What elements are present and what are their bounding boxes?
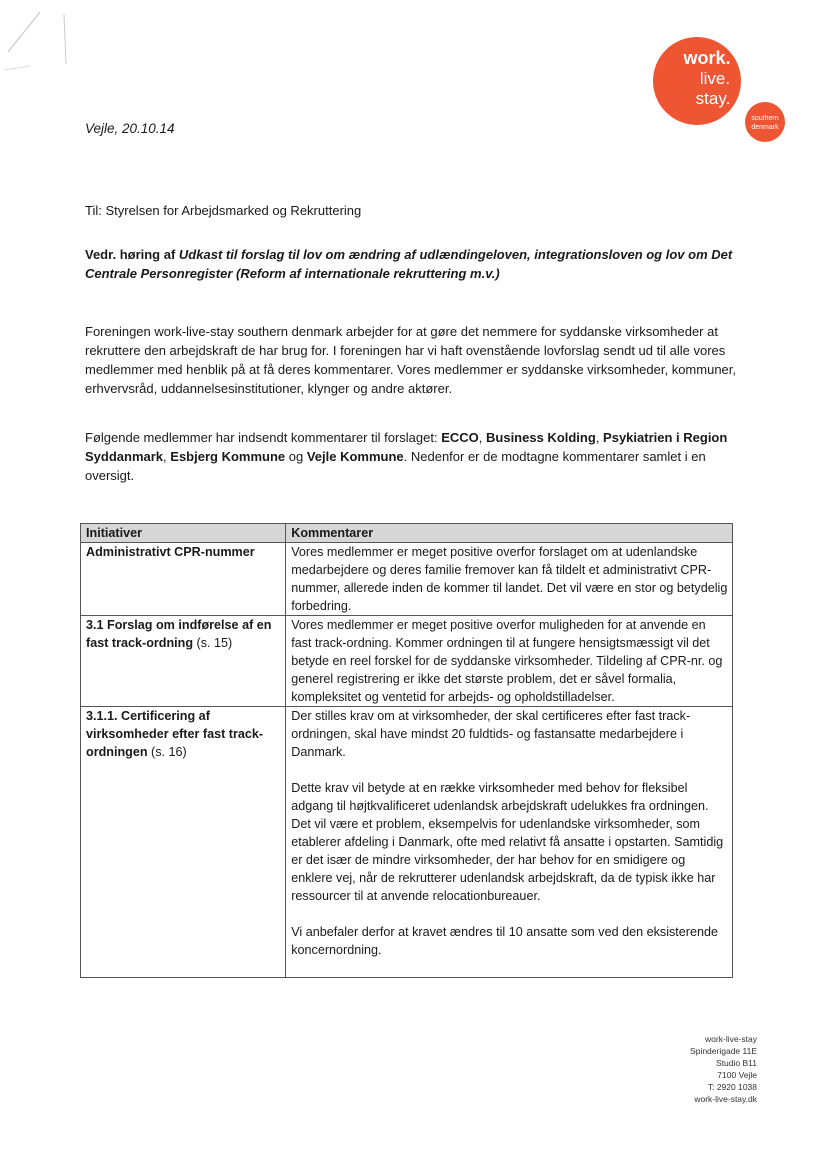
members-paragraph <box>85 428 745 485</box>
initiative-cell <box>81 707 286 978</box>
svg-text:live.: live. <box>699 69 731 88</box>
table-header-row <box>81 524 733 543</box>
footer-studio: Studio B11 <box>716 1058 757 1068</box>
work-live-stay-logo <box>645 36 787 146</box>
comment-paragraph: Der stilles krav om at virksomheder, der skal certificeres efter fast track-ordningen, skal have mindst 20 fuldtids- og fastansatte medarbejdere i Danmark. <box>291 709 691 759</box>
comment-cell: Vores medlemmer er meget positive overfor muligheden for at anvende en fast track-ordning. Kommer ordningen til at fungere hensigtsmæssigt vil det betyde en reel forskel for de syddanske virksomheder. Tildeling af CPR-nr. og generel registrering er ikke det største problem, det er såvel formalia, kompleksitet og ventetid for arbejds- og opholdstilladelser. <box>286 616 733 707</box>
subject-title: Udkast til forslag til lov om ændring af udlændingeloven, integrationsloven og lov om Det Centrale Personregister (Reform af internationale rekruttering m.v.) <box>85 247 733 281</box>
paragraph-gap <box>291 761 728 779</box>
header-comments: Kommentarer <box>286 524 733 543</box>
subject-prefix: Vedr. høring af <box>85 247 179 262</box>
intro-paragraph: Foreningen work-live-stay southern denmark arbejder for at gøre det nemmere for syddanske virksomheder at rekruttere den arbejdskraft de har brug for. I foreningen har vi haft ovenstående lovforslag sendt ud til alle vores medlemmer med henblik på at få deres kommentarer. Vores medlemmer er syddanske virksomheder, kommuner, erhvervsråd, uddannelsesinstitutioner, klynger og andre aktører. <box>85 324 736 396</box>
footer-city: 7100 Vejle <box>717 1070 757 1080</box>
table-row <box>81 707 733 978</box>
comment-cell: Vores medlemmer er meget positive overfor forslaget om at udenlandske medarbejdere og deres familie fremover kan få tildelt et administrativt CPR-nummer, allerede inden de kommer til landet. Det vil være en stor og betydelig forbedring. <box>286 543 733 616</box>
recipient-line: Til: Styrelsen for Arbejdsmarked og Rekruttering <box>85 203 362 218</box>
comment-paragraph: Dette krav vil betyde at en række virksomheder med behov for fleksibel adgang til højtkvalificeret udenlandsk arbejdskraft udelukkes fra ordningen. Det vil være et problem, eksempelvis for udenlandske virksomheder, som etablerer afdeling i Danmark, ofte med relativt få ansatte i opstarten. Samtidig er det især de mindre virksomheder, der har behov for en smidigere og enklere vej, når de rekrutterer udenlandsk arbejdskraft, da de typisk ikke har ressourcer til at anvende relocationbureauer. <box>291 781 724 903</box>
separator: og <box>285 449 307 464</box>
footer-web: work-live-stay.dk <box>694 1094 757 1104</box>
initiative-cell <box>81 616 286 707</box>
separator: , <box>595 430 604 445</box>
letter-date: Vejle, 20.10.14 <box>85 121 175 136</box>
member-name: Vejle Kommune <box>306 449 404 464</box>
svg-text:work.: work. <box>683 48 731 68</box>
initiative-cell <box>81 543 286 616</box>
header-initiatives: Initiativer <box>81 524 286 543</box>
footer-phone: T: 2920 1038 <box>707 1082 757 1092</box>
separator: , <box>163 449 171 464</box>
member-name: Psykiatrien i Region Syddanmark <box>85 430 728 464</box>
paragraph-gap <box>291 905 728 923</box>
initiative-title: 3.1 Forslag om indførelse af en fast track-ordning <box>86 618 272 650</box>
footer-org: work-live-stay <box>705 1034 757 1044</box>
initiative-title: Administrativt CPR-nummer <box>86 545 255 559</box>
svg-text:southern: southern <box>751 115 779 122</box>
member-name: Business Kolding <box>486 430 596 445</box>
comment-cell <box>286 707 733 978</box>
page-reference: (s. 15) <box>193 636 233 650</box>
subject-line <box>85 245 735 283</box>
paragraph-gap <box>291 959 728 977</box>
separator: , <box>478 430 487 445</box>
page-reference: (s. 16) <box>147 745 187 759</box>
members-intro: Følgende medlemmer har indsendt kommentarer til forslaget: <box>85 430 442 445</box>
footer-address <box>600 1033 757 1105</box>
comments-table <box>80 523 733 978</box>
svg-text:denmark: denmark <box>751 124 779 131</box>
initiative-title: 3.1.1. Certificering af virksomheder efter fast track-ordningen <box>86 709 264 759</box>
table-row <box>81 543 733 616</box>
footer-street: Spinderigade 11E <box>690 1046 757 1056</box>
member-name: Esbjerg Kommune <box>170 449 286 464</box>
svg-text:stay.: stay. <box>695 89 731 108</box>
scan-corner-mark <box>0 0 80 80</box>
member-name: ECCO <box>441 430 479 445</box>
members-outro: . Nedenfor er de modtagne kommentarer samlet i en oversigt. <box>85 449 706 483</box>
comment-paragraph: Vi anbefaler derfor at kravet ændres til 10 ansatte som ved den eksisterende koncernordning. <box>291 925 719 957</box>
table-row <box>81 616 733 707</box>
